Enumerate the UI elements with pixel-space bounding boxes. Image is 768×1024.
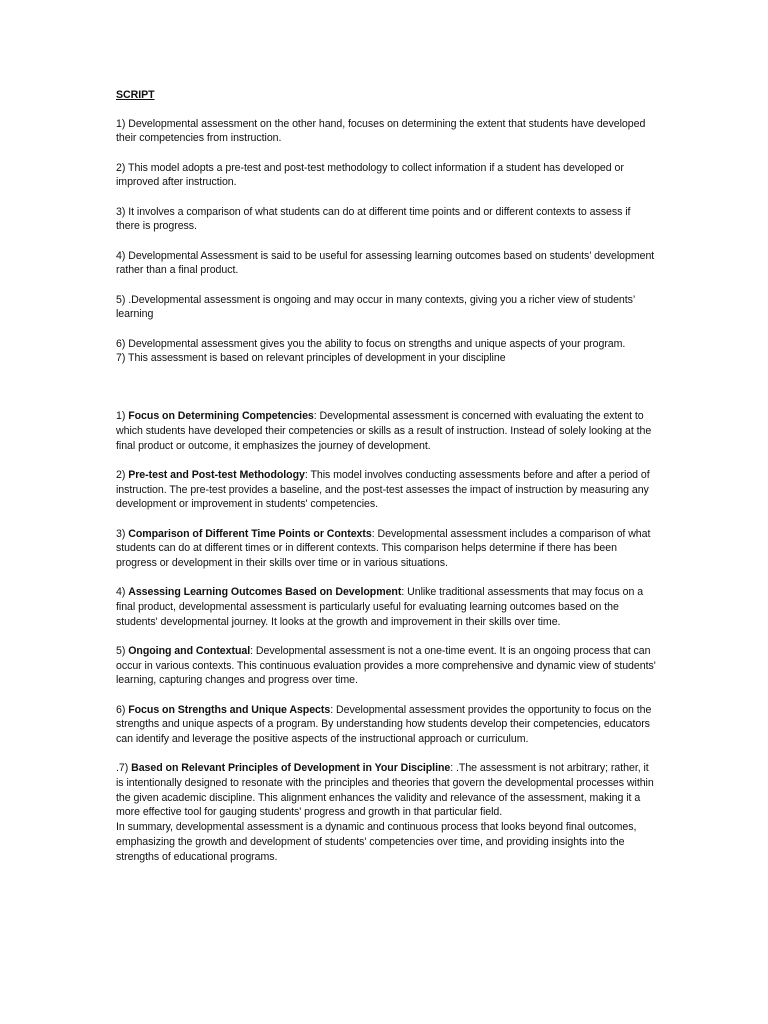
detail-prefix: 6) xyxy=(116,703,129,716)
detail-item-7 xyxy=(116,761,656,820)
detail-title: Pre-test and Post-test Methodology xyxy=(128,468,305,481)
document-page xyxy=(116,88,656,879)
detail-prefix: 1) xyxy=(116,410,129,423)
detail-item-6 xyxy=(116,703,656,747)
script-item-6: 6) Developmental assessment gives you the ability to focus on strengths and unique aspects of your program. xyxy=(116,337,626,350)
detail-item-3 xyxy=(116,527,656,571)
script-item-2: 2) This model adopts a pre-test and post-test methodology to collect information if a student has developed or improved after instruction. xyxy=(116,161,624,189)
detail-body: : Developmental assessment is not a one-time event. It is an ongoing process that can occur in various contexts. This continuous evaluation provides a more comprehensive and dynamic view of students' learning, capturing changes and progress over time. xyxy=(116,644,656,687)
detail-item-4 xyxy=(116,585,656,629)
detail-prefix: 5) xyxy=(116,644,129,657)
detail-title: Comparison of Different Time Points or Contexts xyxy=(128,527,372,540)
detail-title: Ongoing and Contextual xyxy=(128,644,251,657)
detail-title: Focus on Determining Competencies xyxy=(128,410,314,423)
summary-paragraph: In summary, developmental assessment is a dynamic and continuous process that looks beyond final outcomes, emphasizing the growth and development of students' competencies over time, and providing insights into the strengths of educational programs. xyxy=(116,821,637,863)
detail-item-5 xyxy=(116,644,656,688)
detail-body: : .The assessment is not arbitrary; rather, it is intentionally designed to resonate with the principles and theories that govern the developmental processes within the given academic discipline. This alignment enhances the validity and relevance of the assessment, making it a more effective tool for gauging students' progress and growth in that particular field. xyxy=(116,762,654,819)
detail-body: : This model involves conducting assessments before and after a period of instruction. The pre-test provides a baseline, and the post-test assesses the impact of instruction by measuring any development or improvement in students' competencies. xyxy=(116,468,650,511)
detail-body: : Developmental assessment includes a comparison of what students can do at different times or in different contexts. This comparison helps determine if there has been progress or development in their skills over time or in various situations. xyxy=(116,527,651,569)
detail-title: Assessing Learning Outcomes Based on Development xyxy=(128,586,402,599)
script-item-5: 5) .Developmental assessment is ongoing and may occur in many contexts, giving you a richer view of students’ learning xyxy=(116,293,635,321)
detail-title: Focus on Strengths and Unique Aspects xyxy=(128,703,331,716)
detail-prefix: .7) xyxy=(116,762,132,775)
script-item-1: 1) Developmental assessment on the other hand, focuses on determining the extent that students have developed their competencies from instruction. xyxy=(116,117,646,145)
section-spacer xyxy=(116,366,656,395)
detail-body: : Developmental assessment provides the opportunity to focus on the strengths and unique aspects of a program. By understanding how students develop their competencies, educators can identify and leverage the positive aspects of the instructional approach or curriculum. xyxy=(116,703,652,746)
script-item-4: 4) Developmental Assessment is said to be useful for assessing learning outcomes based on students’ development rather than a final product. xyxy=(116,249,655,277)
script-item-7: 7) This assessment is based on relevant principles of development in your discipline xyxy=(116,352,506,365)
detail-item-2 xyxy=(116,468,656,512)
detail-item-1 xyxy=(116,409,656,453)
detail-prefix: 2) xyxy=(116,468,129,481)
detail-title: Based on Relevant Principles of Development in Your Discipline xyxy=(131,762,451,775)
detail-body: : Developmental assessment is concerned with evaluating the extent to which students have developed their competencies or skills as a result of instruction. Instead of solely looking at the final product or outcome, it emphasizes the journey of development. xyxy=(116,410,652,452)
script-item-3: 3) It involves a comparison of what students can do at different time points and or different contexts to assess if there is progress. xyxy=(116,205,631,233)
detail-prefix: 4) xyxy=(116,586,129,599)
detail-prefix: 3) xyxy=(116,527,129,540)
script-heading: SCRIPT xyxy=(116,89,155,101)
detail-body: : Unlike traditional assessments that may focus on a final product, developmental assessment is particularly useful for evaluating learning outcomes based on the students' developmental journey. It looks at the growth and improvement in their skills over time. xyxy=(116,586,644,628)
